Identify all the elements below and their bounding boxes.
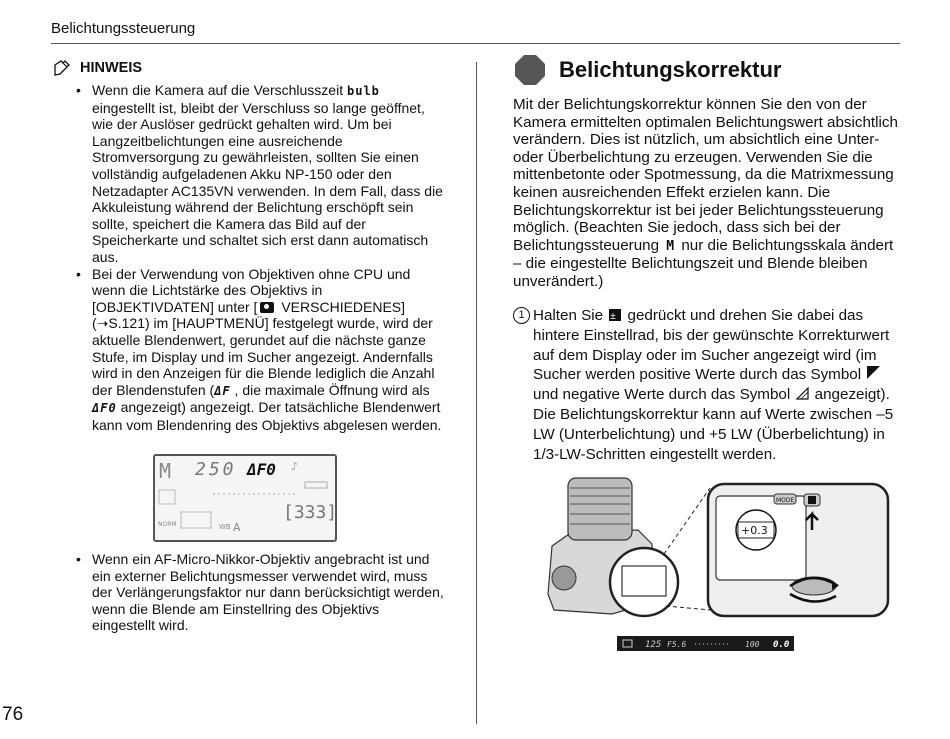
- section-title: Belichtungskorrektur: [559, 57, 782, 82]
- lcd-mode: M: [159, 459, 172, 483]
- lcd-iso-box: [159, 490, 175, 504]
- lcd-music-note-icon: ♪: [291, 460, 299, 473]
- bullet2-text-a: Bei der Verwendung von Objektiven ohne CPU und wenn die Lichtstärke des Objektivs in [OBJEKTIVDATEN] unter [: [92, 265, 411, 315]
- command-dial: [792, 577, 836, 595]
- note-title-text: HINWEIS: [80, 60, 143, 76]
- viewfinder-ev: 0.0: [773, 640, 790, 650]
- lcd-zoom-screen: [622, 566, 666, 596]
- delta-f-glyph: ΔF: [214, 383, 231, 398]
- lcd-frames: [333]: [283, 502, 335, 523]
- header-rule: [51, 43, 900, 44]
- column-divider: [476, 62, 477, 724]
- bulb-glyph: bulb: [347, 84, 380, 98]
- viewfinder-display: [617, 636, 794, 651]
- mode-button-label: MODE: [776, 497, 795, 504]
- lcd-panel-graphic: [155, 456, 335, 540]
- section-octagon-icon: [515, 55, 545, 85]
- running-header: Belichtungssteuerung: [51, 20, 196, 37]
- page-number: 76: [2, 704, 24, 725]
- bullet2-text-d: angezeigt) angezeigt. Der tatsächliche Blendenwert kann vom Blendenring des Objektivs abgelesen werden.: [92, 399, 442, 433]
- note-bullets-continued: [72, 551, 444, 634]
- negative-ev-icon: [796, 387, 808, 399]
- lcd-panel-illustration: [153, 454, 337, 542]
- note-bullet-bulb: [72, 82, 444, 266]
- lcd-wb: WB: [219, 523, 231, 531]
- viewfinder-aperture: F5.6: [667, 640, 687, 649]
- bullet1-text-a: Wenn die Kamera auf die Verschlusszeit: [92, 82, 347, 98]
- bullet2-text-b: VERSCHIEDENES] (➝S.121) im [HAUPTMENÜ] festgelegt wurde, wird der aktuelle Blendenwert, gerundet auf die nächste ganze Stufe, im Display und im Sucher angezeigt. Andernfalls wird in den Anzeigen für die Blende lediglich die Anzahl der Blendenstufen (: [92, 298, 435, 398]
- note-bullet-non-cpu: [72, 266, 444, 434]
- section-intro: [513, 96, 899, 291]
- delta-f0-glyph: ΔF0: [92, 401, 117, 416]
- viewfinder-frames: 100: [745, 640, 760, 649]
- camera-display-value: +0.3: [741, 524, 768, 537]
- lcd-wb-mode: A: [233, 521, 241, 534]
- leader-line-top: [664, 488, 710, 554]
- step-text-d: angezeigt). Die Belichtungskorrektur kann auf Werte zwischen –5 LW (Unterbelichtung) und +5 LW (Überbelichtung) in 1/3-LW-Schritten eingestellt werden.: [533, 386, 894, 463]
- lcd-norm: NORM: [158, 521, 177, 528]
- note-pencil-icon: [52, 58, 72, 78]
- camera-menu-icon: [260, 302, 274, 313]
- mode-dial: [552, 566, 576, 590]
- step-text-b: gedrückt und drehen Sie dabei das hintere Einstellrad, bis der gewünschte Korrekturwert auf dem Display oder im Sucher angezeigt wird (im Sucher werden positive Werte durch das Symbol: [533, 307, 890, 384]
- lcd-focus-bracket: [181, 512, 211, 528]
- positive-ev-icon: [867, 366, 880, 379]
- note-title: [52, 58, 142, 78]
- intro-text-a: Mit der Belichtungskorrektur können Sie den von der Kamera ermittelten optimalen Belichtungswert absichtlich verändern. Dies ist nützlich, um absichtlich eine Unter- oder Überbelichtung zu erzeugen. Verwenden Sie die mittenbetonte oder Spotmessung, da die Matrixmessung keinen ausreichenden Effekt erzielen kann. Die Belichtungskorrektur ist bei jeder Belichtungssteuerung möglich. (Beachten Sie jedoch, dass sich bei der Belichtungssteuerung: [513, 96, 898, 254]
- manual-mode-glyph: M: [666, 238, 675, 254]
- lcd-aperture: ΔF0: [247, 460, 276, 479]
- exposure-compensation-button-icon: [609, 309, 621, 321]
- camera-illustration: [542, 474, 898, 634]
- step-1: [513, 306, 903, 464]
- bullet1-text-b: eingestellt ist, bleibt der Verschluss so lange geöffnet, wie der Auslöser gedrückt gehalten wird. Um bei Langzeitbelichtungen eine ausreichende Stromversorgung zu gewährleisten, sollten Sie einen vollständig aufgeladenen Akku NP-150 oder den Netzadapter AC135VN verwenden. In dem Fall, dass die Akkuleistung während der Belichtung erschöpft sein sollte, speichert die Kamera das Bild auf der Speicherkarte und schaltet sich erst dann automatisch aus.: [92, 99, 443, 265]
- intro-text-b: nur die Belichtungsskala ändert – die eingestellte Belichtungszeit und Blende bleiben unverändert.): [513, 236, 894, 290]
- section-heading: [515, 55, 782, 85]
- leader-line-bottom: [666, 606, 710, 610]
- bullet2-text-c: , die maximale Öffnung wird als: [230, 381, 430, 398]
- step-number: 1: [513, 307, 530, 324]
- step-text-c: und negative Werte durch das Symbol: [533, 386, 795, 404]
- note-bullet-micro-nikkor: • Wenn ein AF-Micro-Nikkor-Objektiv angebracht ist und ein externer Belichtungsmesser verwendet wird, muss der Verlängerungsfaktor nur dann berücksichtigt werden, wenn die Blende am Einstellring des Objektivs eingestellt wird.: [72, 551, 444, 634]
- lcd-shutter: 250: [195, 459, 237, 480]
- note-bullets: [72, 82, 444, 433]
- step-text: [513, 306, 903, 464]
- lcd-battery-icon: [305, 482, 327, 488]
- step-text-a: Halten Sie: [533, 307, 608, 324]
- viewfinder-shutter: 125: [645, 640, 662, 650]
- camera-lens: [568, 478, 632, 540]
- camera-back-inset: [708, 484, 888, 616]
